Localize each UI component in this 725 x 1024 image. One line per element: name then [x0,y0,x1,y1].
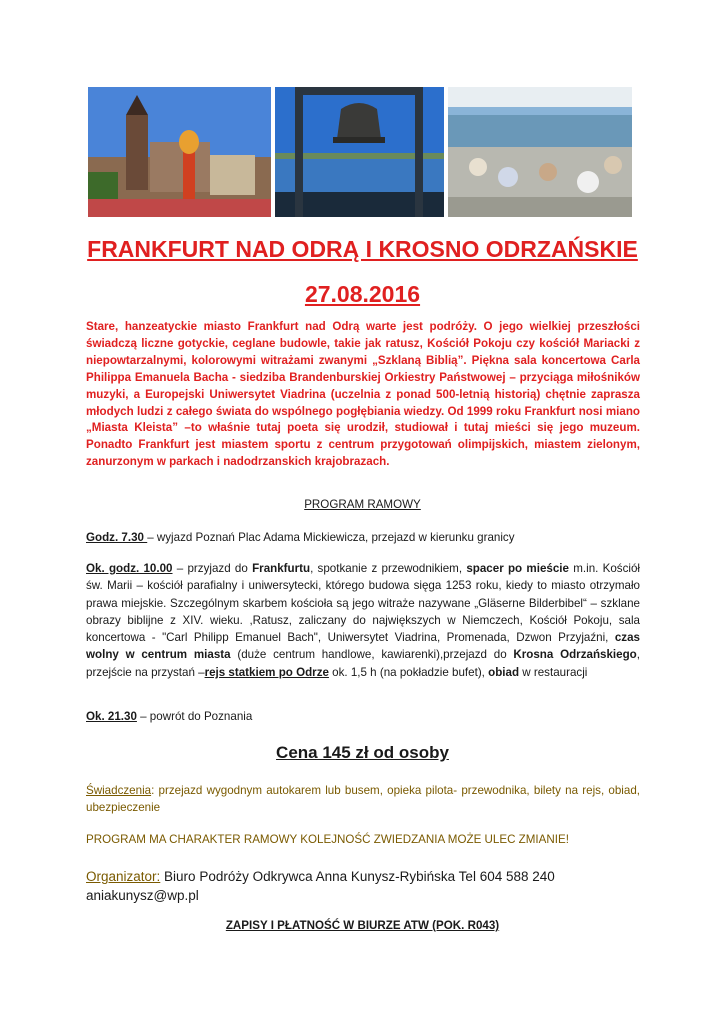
benefits [86,782,640,817]
item-time: Ok. 21.30 [86,710,137,723]
item-highlight: czas wolny w centrum miasta [86,631,640,662]
item-highlight: Krosna Odrzańskiego [513,648,637,662]
benefits-text: : przejazd wygodnym autokarem lub busem, opieka pilota- przewodnika, bilety na rejs, obiad, ubezpieczenie [86,784,640,815]
item-text: m.in. Kościół św. Marii – kościół parafialny i uniwersytecki, którego budowa sięga 1253 roku, kiedy to miasto otrzymało prawa miejskie. Szczególnym skarbem kościoła są jego witraże nazywane „Gläserne Bilderbibel“ – szklane obrazy biblijne z XIV. wieku. ,Ratusz, zaliczany do największych w Niemczech, Kościół Pokoju, sala koncertowa - "Carl Philipp Emanuel Bach", Uniwersytet Viadrina, Promenada, Dzwon Przyjaźni, [86,562,641,645]
item-highlight: obiad [488,665,520,679]
item-text: – powrót do Poznania [136,710,253,723]
item-text: (duże centrum handlowe, kawiarenki),przejazd do [230,648,514,662]
organizer-label: Organizator: [86,869,161,884]
photo-strip [88,87,632,217]
program-heading: PROGRAM RAMOWY [304,498,421,511]
item-text: , przejście na przystań – [86,648,640,679]
item-time: Ok. godz. 10.00 [86,562,173,575]
intro-paragraph: Stare, hanzeatyckie miasto Frankfurt nad Odrą warte jest podróży. O jego wielkiej przeszłości świadczą liczne gotyckie, ceglane budowle, takie jak ratusz, Kościół Pokoju czy kościół Mariacki z niepowtarzalnymi, kolorowymi witrażami zwanymi „Szklaną Biblią”. Piękna sala koncertowa Carla Philippa Emanuela Bacha - siedziba Brandenburskiej Orkiestry Państwowej – przyciąga miłośników muzyki, a Europejski Uniwersytet Viadrina (uczelnia z ponad 500-letnią historią) chętnie zaprasza młodych ludzi z całego świata do wspólnego pogłębiania wiedzy. Od 1999 roku Frankfurt nosi miano „Miasta Kleista” –to właśnie tutaj poeta się urodził, studiował i tutaj mieści się jego muzeum. Ponadto Frankfurt jest miastem sportu z centrum przygotowań olimpijskich, miastem zielonym, zanurzonym w parkach i nadodrzanskich krajobrazach. [86,320,640,469]
item-text: – wyjazd Poznań Plac Adama Mickiewicza, przejazd w kierunku granicy [147,531,515,544]
organizer-email[interactable]: aniakunysz@wp.pl [86,888,199,903]
item-text: , spotkanie z przewodnikiem, [310,562,467,575]
benefits-label: Świadczenia [86,784,152,797]
boat-cruise-photo [448,87,632,217]
item-highlight: spacer po mieście [466,562,569,575]
item-text: ok. 1,5 h (na pokładzie bufet), [328,665,489,679]
item-highlight: rejs statkiem po Odrze [204,665,329,679]
enrollment-note: ZAPISY I PŁATNOŚĆ W BIURZE ATW (POK. R043) [225,919,500,932]
item-text: – przyjazd do [172,562,253,575]
organizer [86,867,640,905]
frankfurt-townhall-photo [88,87,271,217]
item-highlight: Frankfurtu [252,562,311,575]
bell-river-photo [275,87,444,217]
organizer-text: Biuro Podróży Odkrywca Anna Kunysz-Rybińska Tel 604 588 240 [160,869,555,884]
event-date: 27.08.2016 [304,281,421,307]
program-note: PROGRAM MA CHARAKTER RAMOWY KOLEJNOŚĆ ZWIEDZANIA MOŻE ULEC ZMIANIE! [86,833,569,846]
program-item-return [86,708,640,725]
item-time: Godz. 7.30 [86,531,148,544]
item-text: w restauracji [519,665,588,679]
program-item-departure [86,529,640,546]
program-item-frankfurt [86,560,640,681]
page-title: FRANKFURT NAD ODRĄ I KROSNO ODRZAŃSKIE [87,236,638,262]
price-heading: Cena 145 zł od osoby [276,743,449,762]
